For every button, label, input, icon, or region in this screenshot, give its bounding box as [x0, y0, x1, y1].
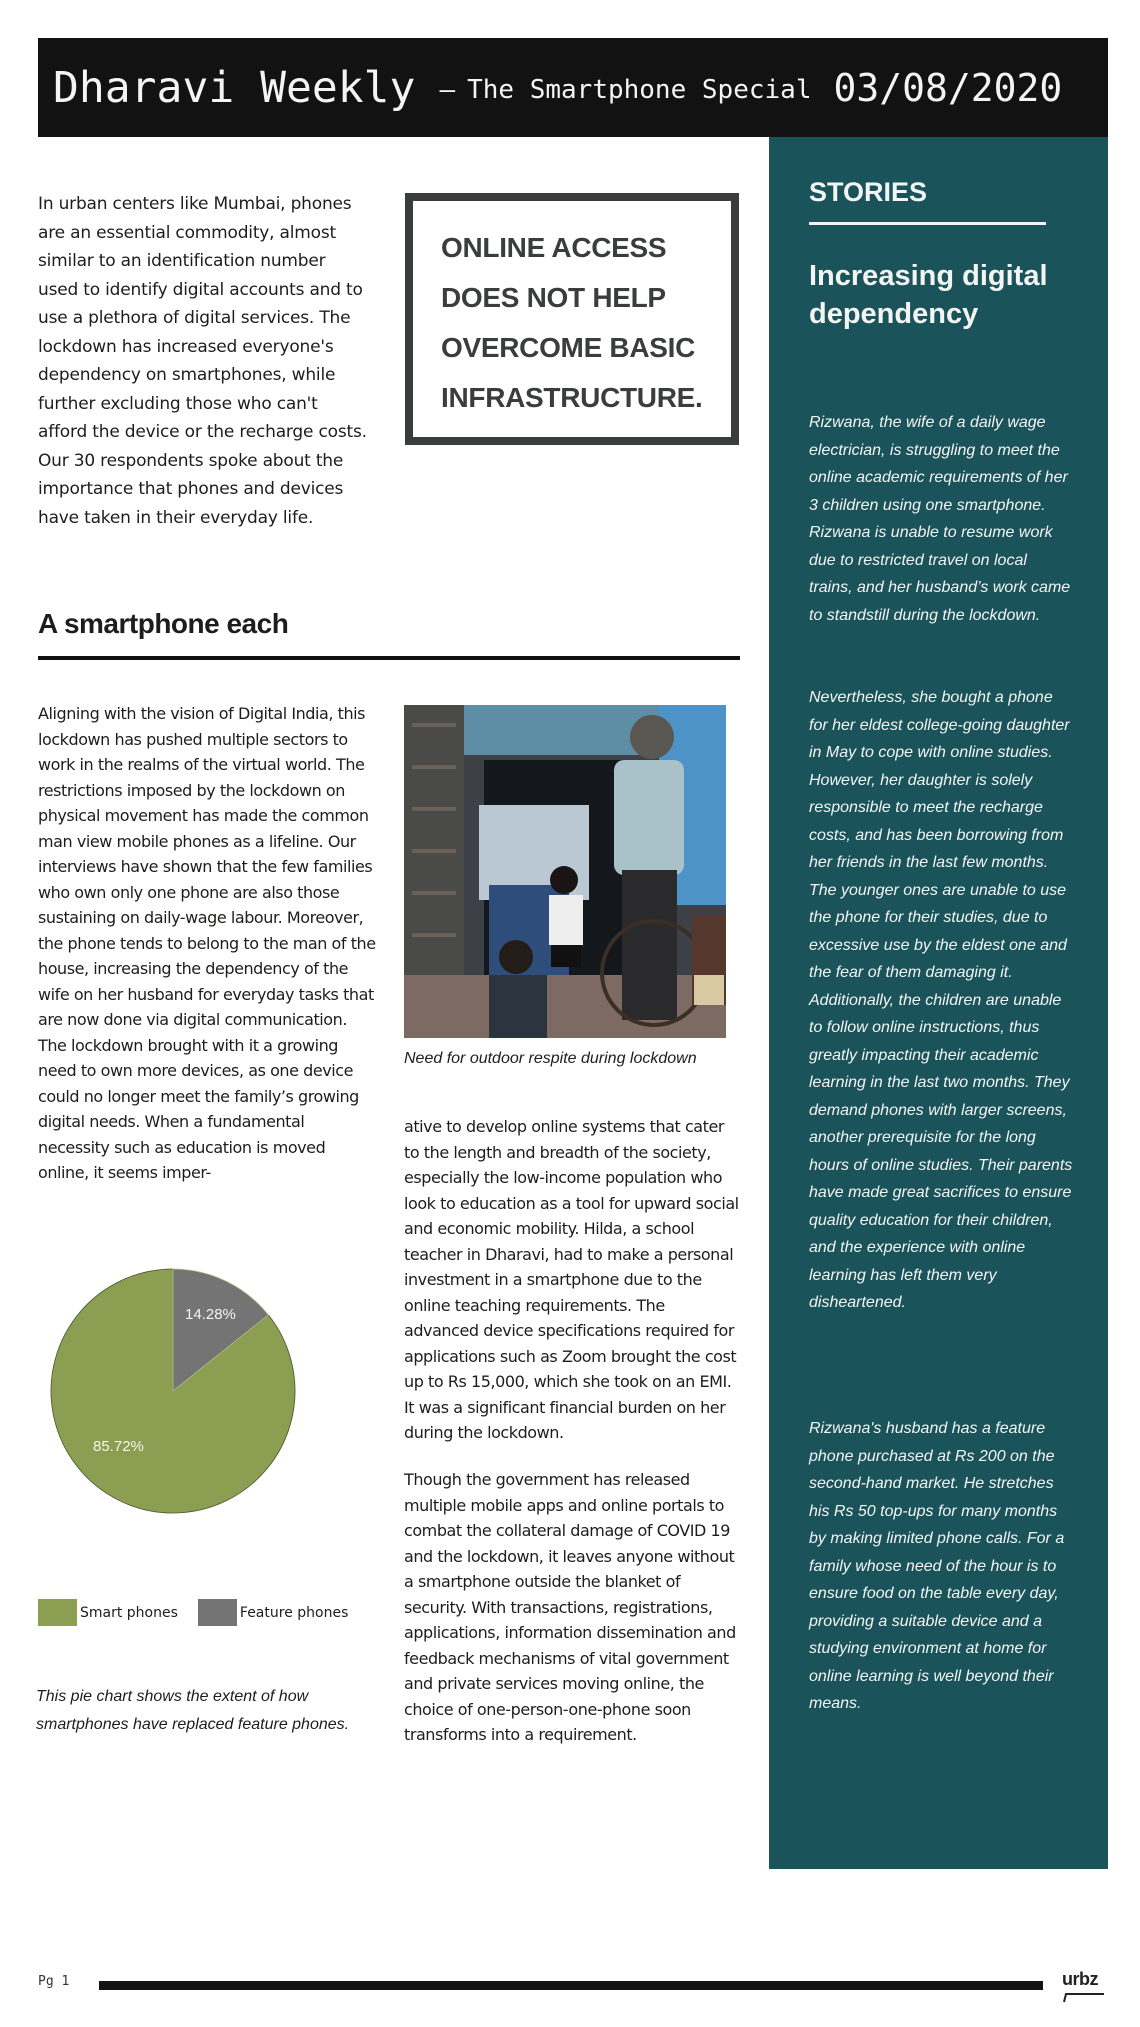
- pie-label-feature-phones: 14.28%: [185, 1306, 236, 1323]
- footer-rule: [99, 1981, 1043, 1990]
- intro-paragraph: In urban centers like Mumbai, phones are an essential commodity, almost similar to an identification number used to identify digital accounts and to use a plethora of digital services. The lockdown has increased everyone's dependency on smartphones, while further excluding those who can't afford the device or the recharge costs. Our 30 respondents spoke about the importance that phones and devices have taken in their everyday life.: [38, 194, 367, 528]
- article-right-column-2: Though the government has released multiple mobile apps and online portals to combat the collateral damage of COVID 19 and the lockdown, it leaves anyone without a smartphone outside the blanket of security. With transactions, registrations, applications, information dissemination and feedback mechanisms of vital government and private services moving online, the choice of one-person-one-phone soon transforms into a requirement.: [404, 1470, 736, 1744]
- section-heading: A smartphone each: [38, 608, 289, 639]
- legend-swatch-smart-phones: [38, 1599, 77, 1626]
- legend-swatch-feature-phones: [198, 1599, 237, 1626]
- story-title: Increasing digital dependency: [809, 260, 1048, 330]
- chart-caption: This pie chart shows the extent of how smartphones have replaced feature phones.: [36, 1688, 350, 1733]
- sidebar-heading: STORIES: [809, 177, 928, 207]
- photo-caption: Need for outdoor respite during lockdown: [404, 1050, 697, 1067]
- publication-title: Dharavi Weekly: [53, 62, 416, 113]
- story-paragraph-1: Rizwana, the wife of a daily wage electrician, is struggling to meet the online academic requirements of her 3 children using one smartphone. Rizwana is unable to resume work due to restricted travel on local trains, and her husband’s work came to standstill during the lockdown.: [809, 414, 1071, 624]
- page-number: Pg 1: [38, 1974, 70, 1989]
- story-paragraph-2: Nevertheless, she bought a phone for her eldest college-going daughter in May to cope with online studies. However, her daughter is solely responsible to meet the recharge costs, and has been borrowing from her friends in the last few months. The younger ones are unable to use the phone for their studies, due to excessive use by the eldest one and the fear of them damaging it. Additionally, the children are unable to follow online instructions, thus greatly impacting their academic learning in the last two months. They demand phones with larger screens, another prerequisite for the long hours of online studies. Their parents have made great sacrifices to ensure quality education for their children, and the experience with online learning has left them very disheartened.: [809, 689, 1073, 1311]
- pie-chart-graphic: [50, 1268, 296, 1514]
- issue-date: 03/08/2020: [833, 65, 1063, 110]
- sidebar-divider: [809, 222, 1046, 225]
- chart-legend: [38, 1599, 368, 1626]
- stories-sidebar: [769, 137, 1108, 1869]
- pie-chart: [50, 1268, 296, 1514]
- logo-tick-icon: [1062, 1989, 1106, 2003]
- logo-text: urbz: [1062, 1969, 1098, 1989]
- article-left-column: Aligning with the vision of Digital India, this lockdown has pushed multiple sectors to work in the realms of the virtual world. The restrictions imposed by the lockdown on physical movement has made the common man view mobile phones as a lifeline. Our interviews have shown that the few families who own only one phone are also those sustaining on daily-wage labour. Moreover, the phone tends to belong to the man of the house, increasing the dependency of the wife on her husband for everyday tasks that are now done via digital communication. The lockdown brought with it a growing need to own more devices, as one device could no longer meet the family’s growing digital needs. When a fundamental necessity such as education is moved online, it seems imper-: [38, 704, 376, 1182]
- article-photo: [404, 705, 726, 1038]
- section-divider: [38, 656, 740, 660]
- legend-label-feature-phones: Feature phones: [239, 1604, 349, 1621]
- street-scene-image: [404, 705, 726, 1038]
- title-separator: –: [439, 74, 456, 105]
- story-paragraph-3: Rizwana's husband has a feature phone purchased at Rs 200 on the second-hand market. He stretches his Rs 50 top-ups for many months by making limited phone calls. For a family whose need of the hour is to ensure food on the table every day, providing a suitable device and a studying environment at home for online learning is well beyond their means.: [809, 1420, 1065, 1712]
- pull-quote-box: [405, 193, 739, 445]
- pull-quote-text: ONLINE ACCESS DOES NOT HELP OVERCOME BASIC INFRASTRUCTURE.: [441, 232, 703, 413]
- urbz-logo: [1062, 1970, 1106, 2006]
- masthead: [38, 38, 1108, 137]
- article-right-column-1: ative to develop online systems that cater to the length and breadth of the society, especially the low-income population who look to education as a tool for upward social and economic mobility. Hilda, a school teacher in Dharavi, had to make a personal investment in a smartphone due to the online teaching requirements. The advanced device specifications required for applications such as Zoom brought the cost up to Rs 15,000, which she took on an EMI. It was a significant financial burden on her during the lockdown.: [404, 1117, 739, 1442]
- issue-subtitle: The Smartphone Special: [467, 74, 812, 105]
- pie-label-smart-phones: 85.72%: [93, 1438, 144, 1455]
- legend-label-smart-phones: Smart phones: [80, 1604, 178, 1621]
